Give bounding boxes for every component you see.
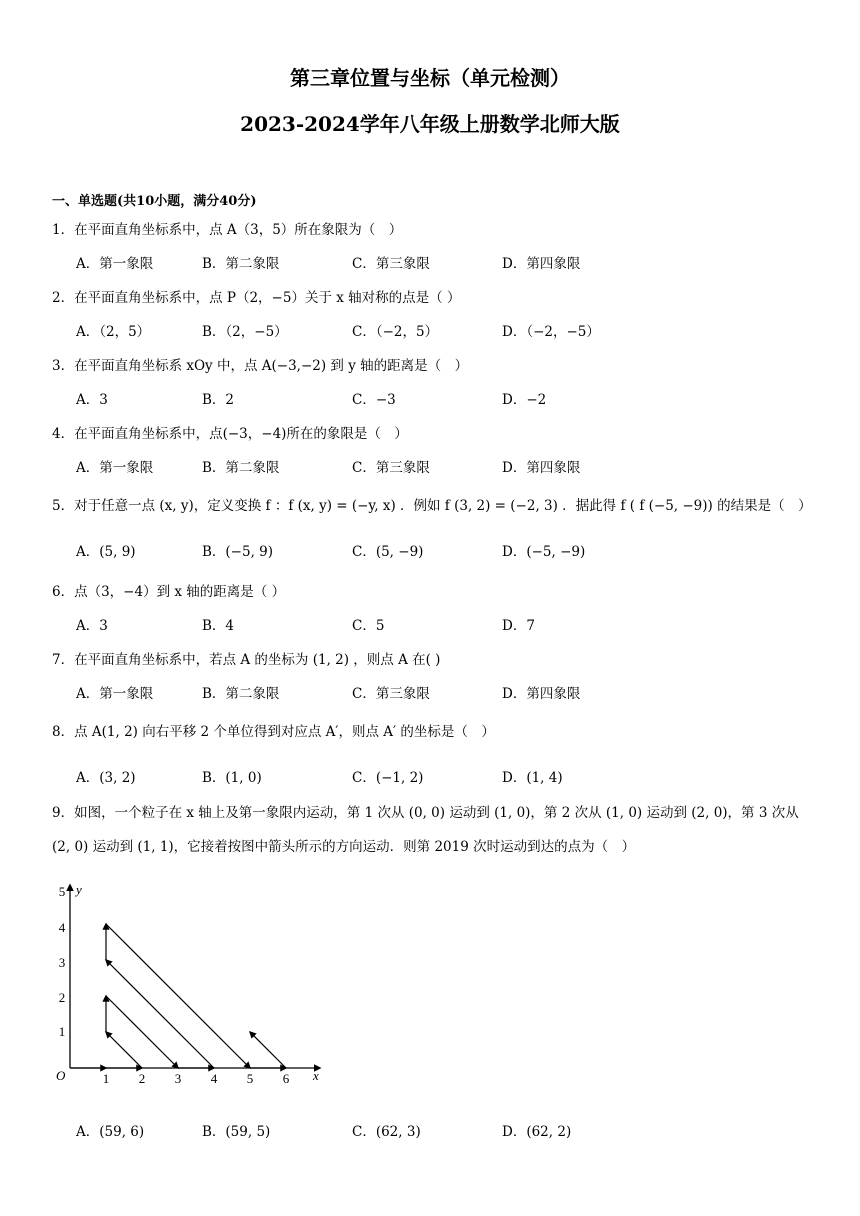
question-4-option-c[interactable]: C．第三象限: [352, 460, 430, 476]
question-9-stem: 9．如图，一个粒子在 x 轴上及第一象限内运动，第 1 次从 (0, 0) 运动到 (1, 0)，第 2 次从 (1, 0) 运动到 (2, 0)，第 3 次从 (2, 0) 运动到 (1, 1)，它接着按图中箭头所示的方向运动．则第 2019 次时运动到达的点为（ ）: [52, 805, 799, 855]
question-2-option-b[interactable]: B．（2，−5）: [202, 324, 288, 340]
question-7-option-b[interactable]: B．第二象限: [202, 686, 280, 702]
question-8-option-a[interactable]: A．(3, 2): [76, 770, 136, 786]
question-2-stem: 2．在平面直角坐标系中，点 P（2，−5）关于 x 轴对称的点是（ ）: [52, 290, 461, 306]
x-tick-3: 3: [174, 1071, 182, 1086]
question-7-option-a[interactable]: A．第一象限: [76, 686, 154, 702]
question-3-option-a[interactable]: A．3: [76, 392, 108, 408]
y-tick-3: 3: [58, 955, 66, 970]
question-4-option-b[interactable]: B．第二象限: [202, 460, 280, 476]
x-tick-5: 5: [246, 1071, 254, 1086]
question-6-option-b[interactable]: B．4: [202, 618, 235, 634]
question-3-option-b[interactable]: B．2: [202, 392, 235, 408]
document-title: 第三章位置与坐标（单元检测）: [290, 66, 570, 90]
x-tick-labels: [103, 1071, 290, 1086]
x-tick-4: 4: [210, 1071, 218, 1086]
question-1-option-b[interactable]: B．第二象限: [202, 256, 280, 272]
question-4-option-a[interactable]: A．第一象限: [76, 460, 154, 476]
question-6-option-d[interactable]: D．7: [502, 618, 535, 634]
question-9-option-c[interactable]: C．(62, 3): [352, 1124, 421, 1140]
question-4-stem: 4．在平面直角坐标系中，点(−3，−4)所在的象限是（ ）: [52, 426, 408, 442]
y-tick-4: 4: [58, 920, 66, 935]
section-heading: 一、单选题(共10小题，满分40分): [52, 194, 257, 209]
path-segments: [70, 924, 286, 1068]
question-8-stem: 8．点 A(1, 2) 向右平移 2 个单位得到对应点 A′，则点 A′ 的坐标是（ ）: [52, 724, 495, 740]
question-3-stem: 3．在平面直角坐标系 xOy 中，点 A(−3,−2) 到 y 轴的距离是（ ）: [52, 358, 469, 374]
question-1-option-c[interactable]: C．第三象限: [352, 256, 430, 272]
x-tick-1: 1: [102, 1071, 110, 1086]
question-7-stem: 7．在平面直角坐标系中，若点 A 的坐标为 (1, 2) ，则点 A 在( ): [52, 652, 441, 668]
question-2-option-d[interactable]: D．（−2，−5）: [502, 324, 600, 340]
question-6-option-a[interactable]: A．3: [76, 618, 108, 634]
question-2-option-c[interactable]: C．（−2，5）: [352, 324, 439, 340]
origin-label: O: [56, 1068, 66, 1083]
question-4-option-d[interactable]: D．第四象限: [502, 460, 581, 476]
question-5-option-b[interactable]: B．(−5, 9): [202, 544, 274, 560]
x-tick-6: 6: [282, 1071, 290, 1086]
question-7-option-c[interactable]: C．第三象限: [352, 686, 430, 702]
question-9-option-d[interactable]: D．(62, 2): [502, 1124, 572, 1140]
question-5-option-d[interactable]: D．(−5, −9): [502, 544, 586, 560]
question-1-option-d[interactable]: D．第四象限: [502, 256, 581, 272]
question-5-stem: 5．对于任意一点 (x, y)，定义变换 f ：f (x, y) = (−y, x) ．例如 f (3, 2) = (−2, 3) ．据此得 f ( f (−5, −9)) 的结果是（ ）: [52, 498, 812, 514]
question-5-option-a[interactable]: A．(5, 9): [76, 544, 136, 560]
x-axis-label: x: [313, 1068, 319, 1083]
question-6-option-c[interactable]: C．5: [352, 618, 385, 634]
x-tick-2: 2: [138, 1071, 146, 1086]
question-6-stem: 6．点（3，−4）到 x 轴的距离是（ ）: [52, 584, 286, 600]
document-subtitle: 2023-2024学年八年级上册数学北师大版: [240, 112, 620, 136]
question-2-option-a[interactable]: A．（2，5）: [76, 324, 151, 340]
particle-path-figure: [48, 880, 348, 1090]
question-1-option-a[interactable]: A．第一象限: [76, 256, 154, 272]
question-5-option-c[interactable]: C．(5, −9): [352, 544, 424, 560]
y-axis-label: y: [76, 882, 82, 897]
question-3-option-d[interactable]: D．−2: [502, 392, 547, 408]
y-tick-1: 1: [58, 1024, 66, 1039]
question-9-option-b[interactable]: B．(59, 5): [202, 1124, 271, 1140]
question-8-option-b[interactable]: B．(1, 0): [202, 770, 262, 786]
y-tick-labels: [59, 884, 66, 1039]
question-1-stem: 1．在平面直角坐标系中，点 A（3，5）所在象限为（ ）: [52, 222, 403, 238]
axes: [70, 885, 320, 1068]
question-3-option-c[interactable]: C．−3: [352, 392, 396, 408]
y-tick-5: 5: [58, 884, 66, 899]
question-7-option-d[interactable]: D．第四象限: [502, 686, 581, 702]
question-8-option-d[interactable]: D．(1, 4): [502, 770, 563, 786]
question-8-option-c[interactable]: C．(−1, 2): [352, 770, 424, 786]
y-tick-2: 2: [58, 990, 66, 1005]
question-9-option-a[interactable]: A．(59, 6): [76, 1124, 145, 1140]
